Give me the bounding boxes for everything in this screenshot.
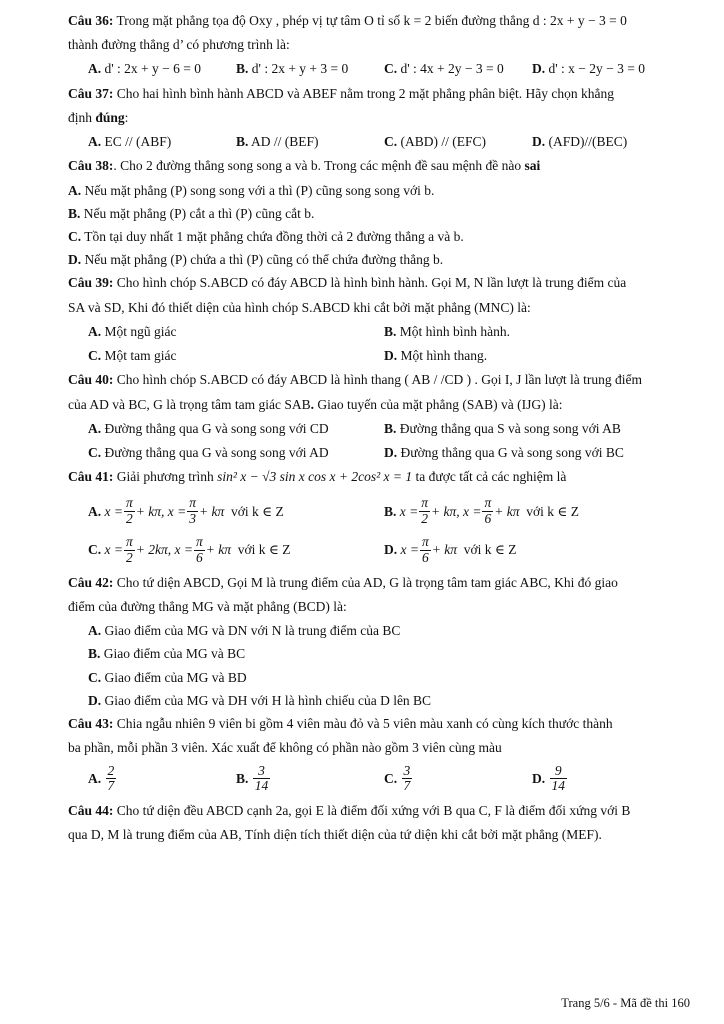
option-d[interactable]: D. Giao điểm của MG và DH với H là hình chiếu của D lên BC [88,692,432,708]
options-row [88,764,690,795]
question-text-cont: điểm của đường thẳng MG và mặt phẳng (BCD) là: [68,598,347,614]
options-row [88,347,690,365]
question-42 [68,574,690,710]
question-text-cont: SA và SD, Khi đó thiết diện của hình chóp S.ABCD khi cắt bởi mặt phẳng (MNC) là: [68,299,531,315]
option-a[interactable]: A. Một ngũ giác [88,323,177,339]
option-d[interactable]: D. $\frac{9}{14}$ [532,762,565,794]
option-c[interactable]: C. Giao điểm của MG và BD [88,669,247,685]
exam-page [68,12,690,851]
question-41: Câu 41: Giải phương trình sin² x − √3 sin x cos x + 2cos² x = 1 ta được tất cả các nghiệm là A. x = $\frac{\pi}{2}$ + kπ, x = $\frac{\pi}{3}$ + kπ với k ∈ Z B. x = $\frac{\pi}{2}$ + kπ, x = $\frac{\pi}{6}$ + kπ với k ∈ Z C. x = $\frac{\pi}{2}$ + 2kπ, x = $\frac{\pi}{6}$ + kπ với k ∈ Z D. x = $\frac{\pi}{6}$ + kπ với k ∈ Z [68,468,690,566]
emphasis: đúng [95,109,125,125]
option-c[interactable]: C. (ABD) // (EFC) [384,134,486,150]
question-text: Cho tứ diện ABCD, Gọi M là trung điểm của AD, G là trọng tâm tam giác ABC, Khi đó giao [116,574,618,590]
option-a[interactable]: A. Đường thẳng qua G và song song với CD [88,420,329,436]
question-text: Cho hình chóp S.ABCD có đáy ABCD là hình thang ( AB / /CD ) . Gọi I, J lần lượt là trung điểm [116,372,642,388]
question-36 [68,12,690,79]
option-a[interactable]: A. Giao điểm của MG và DN với N là trung điểm của BC [88,623,401,639]
option-c[interactable]: C. x = $\frac{\pi}{2}$ + 2kπ, x = $\frac{\pi}{6}$ + kπ với k ∈ Z [88,534,291,565]
option-a[interactable]: A. x = $\frac{\pi}{2}$ + kπ, x = $\frac{\pi}{3}$ + kπ với k ∈ Z [88,495,284,527]
question-text: Chia ngẫu nhiên 9 viên bi gồm 4 viên màu đỏ và 5 viên màu xanh có cùng kích thước thành [116,716,613,732]
question-number: Câu 37: [68,85,114,101]
question-39 [68,274,690,365]
question-number: Câu 41: [68,469,114,485]
question-number: Câu 36: [68,13,114,28]
question-number: Câu 43: [68,716,114,732]
options-row [88,496,690,527]
options-row [88,535,690,566]
question-text-cont: qua D, M là trung điểm của AB, Tính diện tích thiết diện của tứ diện khi cắt bởi mặt phẳng (MEF). [68,827,602,843]
question-43 [68,715,690,794]
option-b[interactable]: B. Đường thẳng qua S và song song với AB [384,420,621,436]
option-a[interactable]: A. Nếu mặt phẳng (P) song song với a thì (P) cũng song song với b. [68,182,435,198]
option-d[interactable]: D. Một hình thang. [384,348,488,364]
question-number: Câu 42: [68,574,114,590]
option-c[interactable]: C. Một tam giác [88,348,177,364]
page-footer: Trang 5/6 - Mã đề thi 160 [561,996,690,1011]
options-row [88,323,690,341]
question-number: Câu 39: [68,275,114,291]
question-text: Cho hình chóp S.ABCD có đáy ABCD là hình bình hành. Gọi M, N lần lượt là trung điểm của [116,275,627,291]
option-a[interactable]: A. d' : 2x + y − 6 = 0 [88,61,202,77]
option-b[interactable]: B. d' : 2x + y + 3 = 0 [236,61,349,77]
question-38 [68,157,690,269]
option-d[interactable]: D. d' : x − 2y − 3 = 0 [532,61,646,77]
option-b[interactable]: B. x = $\frac{\pi}{2}$ + kπ, x = $\frac{\pi}{6}$ + kπ với k ∈ Z [384,495,580,527]
question-text: . Cho 2 đường thẳng song song a và b. Trong các mệnh đề sau mệnh đề nào [113,158,525,174]
option-d[interactable]: D. x = $\frac{\pi}{6}$ + kπ với k ∈ Z [384,534,517,565]
options [88,133,690,151]
question-number: Câu 38: [68,158,114,174]
question-number: Câu 40: [68,372,114,388]
option-a[interactable]: A. $\frac{2}{7}$ [88,762,115,794]
option-b[interactable]: B. Một hình bình hành. [384,323,511,339]
option-b[interactable]: B. $\frac{3}{14}$ [236,762,269,794]
question-text: Cho tứ diện đều ABCD cạnh 2a, gọi E là điểm đối xứng với B qua C, F là điểm đối xứng với B [116,803,631,819]
question-40: Câu 40: Cho hình chóp S.ABCD có đáy ABCD là hình thang ( AB / /CD ) . Gọi I, J lần lượt là trung điểm của AD và BC, G là trọng tâm tam giác SAB. Giao tuyến của mặt phẳng (SAB) và (IJG) là: A. Đường thẳng qua G và song song với CD B. Đường thẳng qua S và song song với AB C. Đường thẳng qua G và song song với AD D. Đường thẳng qua G và song song với BC [68,371,690,462]
question-text: Trong mặt phẳng tọa độ Oxy , phép vị tự tâm O tỉ số k = 2 biến đường thẳng d : 2x + y − 3 = 0 [116,13,627,28]
option-c[interactable]: C. $\frac{3}{7}$ [384,762,411,794]
option-c[interactable]: C. d' : 4x + 2y − 3 = 0 [384,61,504,77]
options [88,60,690,78]
option-d[interactable]: D. (AFD)//(BEC) [532,134,628,150]
option-d[interactable]: D. Nếu mặt phẳng (P) chứa a thì (P) cũng có thể chứa đường thẳng b. [68,252,444,268]
question-44 [68,802,690,844]
question-37: Câu 37: Cho hai hình bình hành ABCD và ABEF nằm trong 2 mặt phẳng phân biệt. Hãy chọn khẳng định đúng: A. EC // (ABF) B. AD // (BEF) C. (ABD) // (EFC) D. (AFD)//(BEC) [68,85,690,152]
question-text-cont: ba phần, mỗi phần 3 viên. Xác xuất để không có phần nào gồm 3 viên cùng màu [68,740,502,756]
emphasis: sai [524,158,541,174]
question-number: Câu 44: [68,803,114,819]
equation: sin² x − √3 sin x cos x + 2cos² x = 1 [217,469,413,485]
option-c[interactable]: C. Tồn tại duy nhất 1 mặt phẳng chứa đồng thời cả 2 đường thẳng a và b. [68,228,464,244]
option-a[interactable]: A. EC // (ABF) [88,134,172,150]
options-row [88,420,690,438]
option-b[interactable]: B. AD // (BEF) [236,134,319,150]
option-c[interactable]: C. Đường thẳng qua G và song song với AD [88,444,329,460]
option-b[interactable]: B. Nếu mặt phẳng (P) cắt a thì (P) cũng cắt b. [68,205,315,221]
option-b[interactable]: B. Giao điểm của MG và BC [88,646,246,662]
question-text-cont: thành đường thẳng d’ có phương trình là: [68,37,290,53]
options-row [88,444,690,462]
option-d[interactable]: D. Đường thẳng qua G và song song với BC [384,444,624,460]
question-text: Cho hai hình bình hành ABCD và ABEF nằm trong 2 mặt phẳng phân biệt. Hãy chọn khẳng [116,85,614,101]
